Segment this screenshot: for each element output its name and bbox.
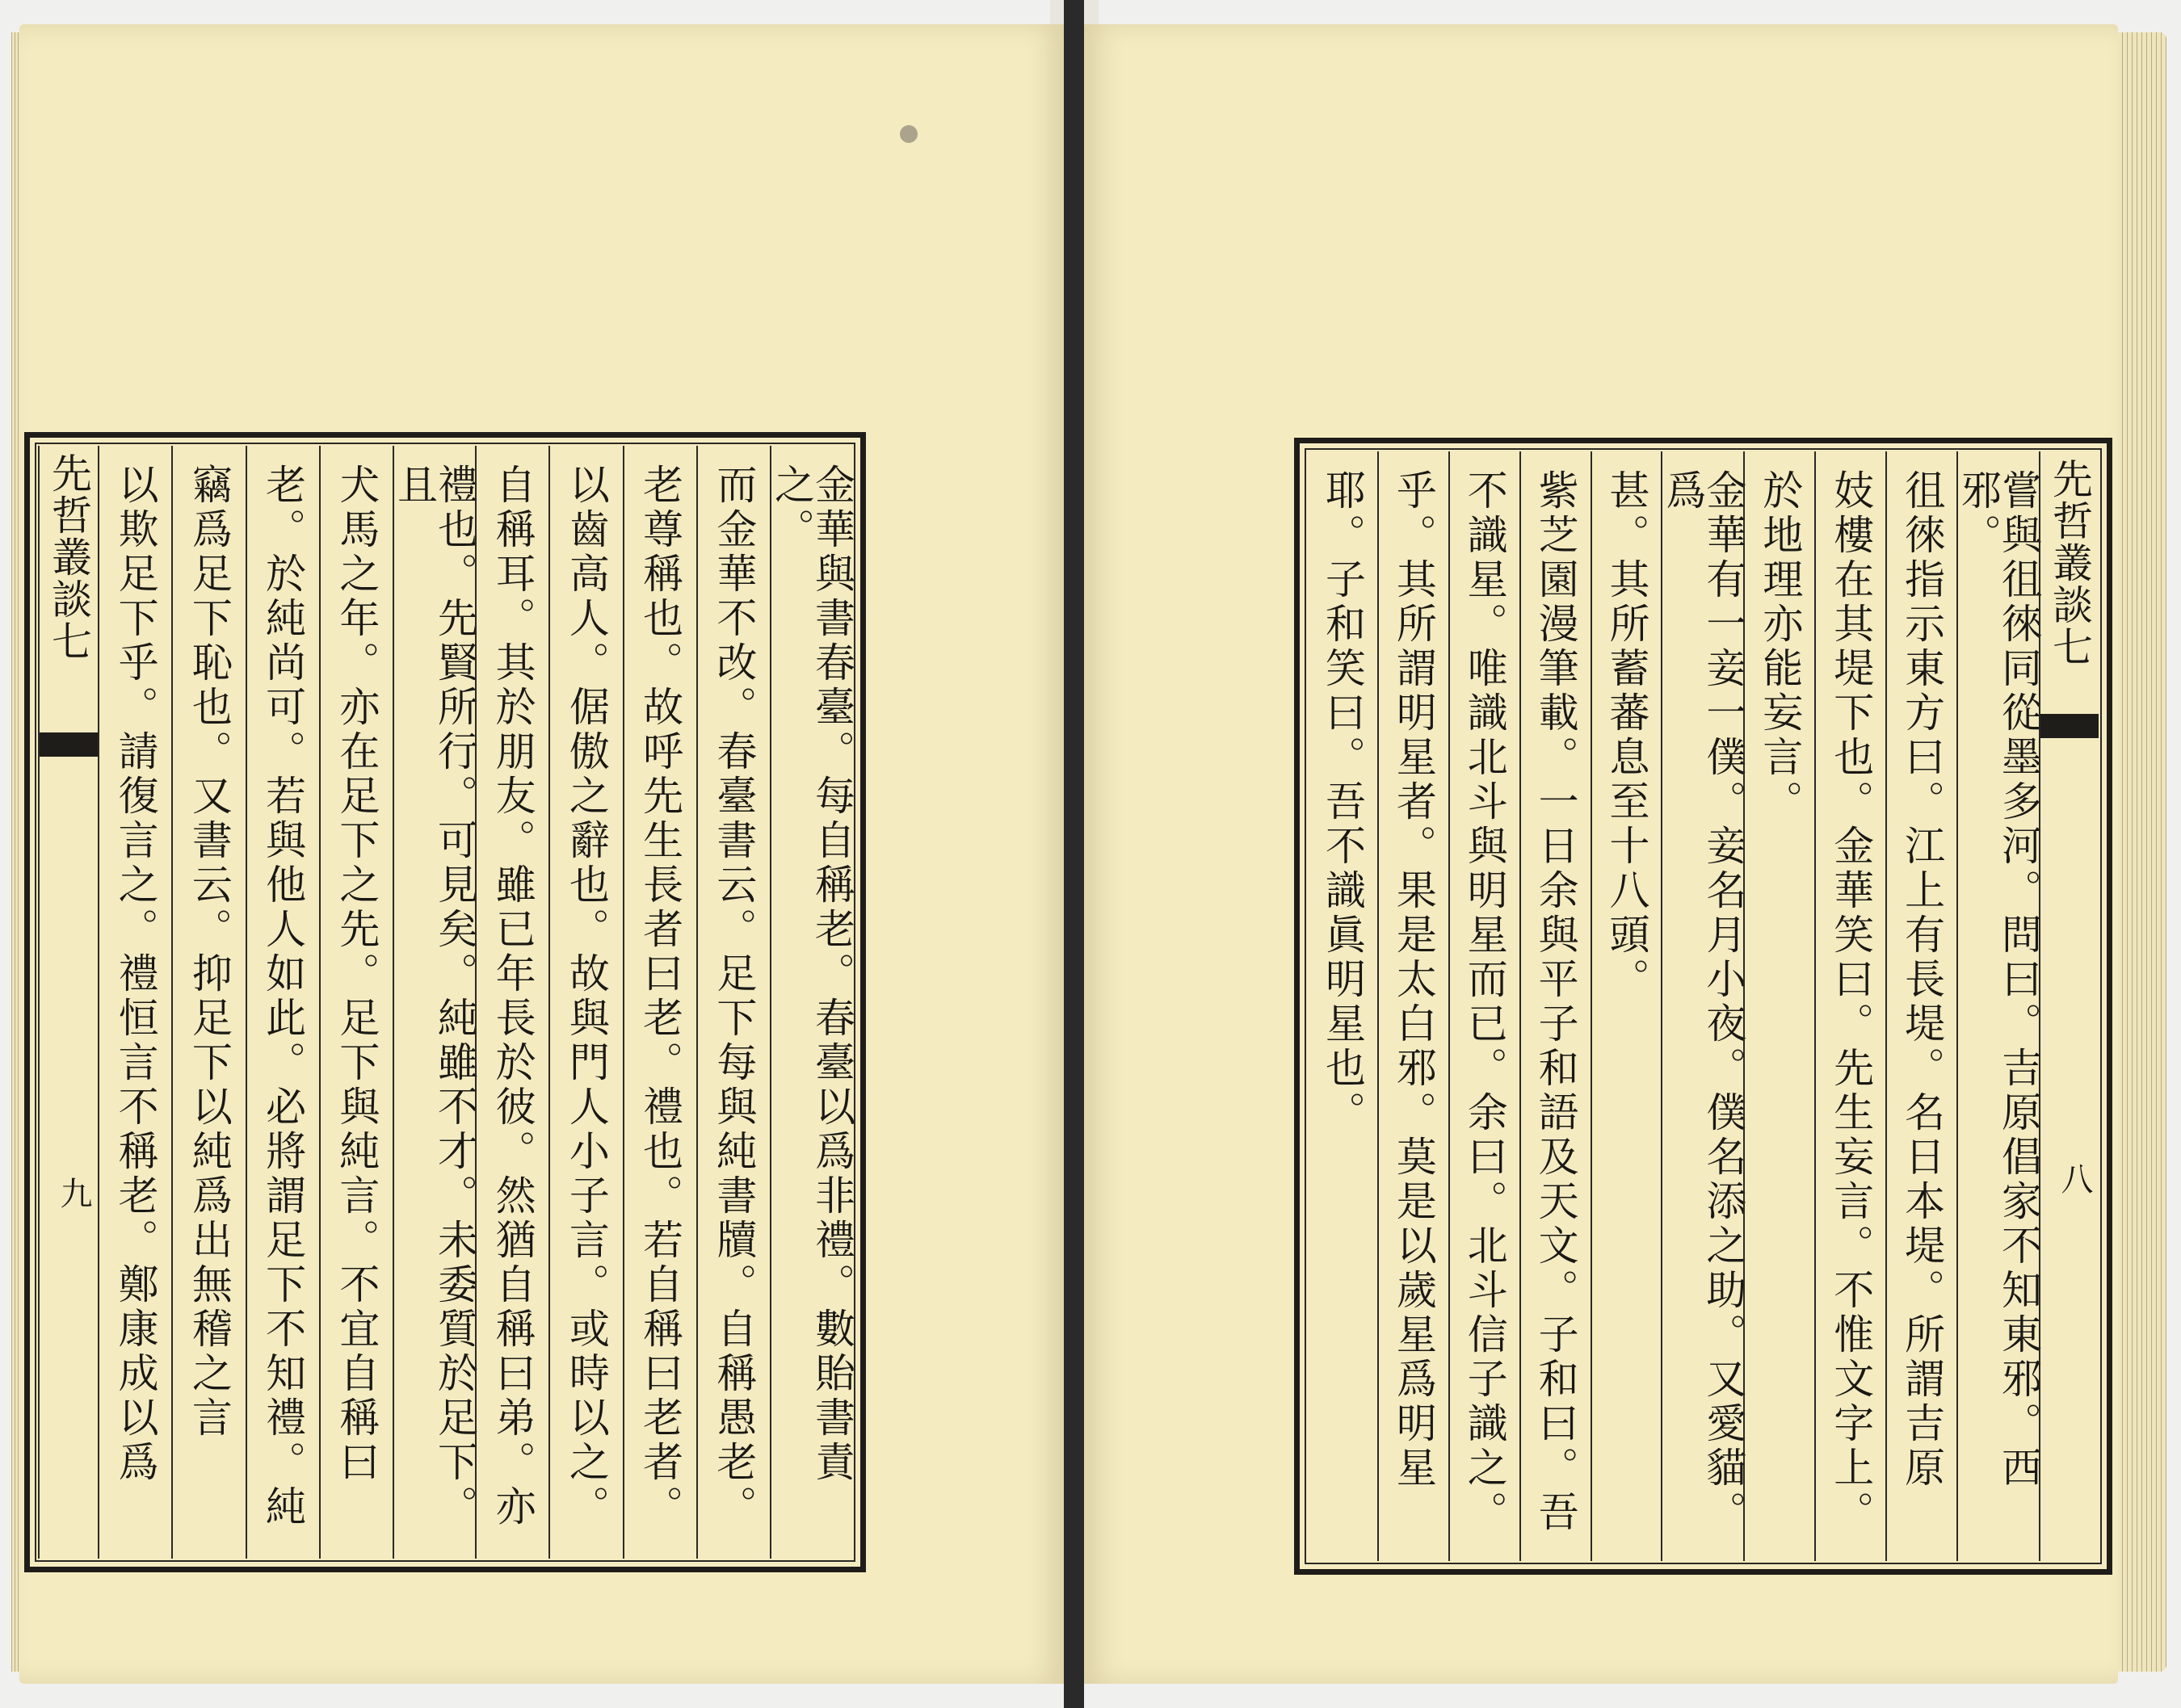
right-text-frame xyxy=(1294,438,2112,1575)
text-column: 而金華不改。春臺書云。足下每與純書牘。自稱愚老。 xyxy=(696,446,770,1559)
left-columns xyxy=(38,446,855,1559)
text-column: 甚。其所蓄蕃息至十八頭。 xyxy=(1591,451,1662,1561)
text-column: 老。於純尚可。若與他人如此。必將謂足下不知禮。純 xyxy=(246,446,319,1559)
folio-number: 九 xyxy=(55,1177,92,1211)
left-text-frame xyxy=(24,432,866,1572)
right-columns xyxy=(1308,451,2099,1561)
right-page-edges xyxy=(2118,32,2166,1672)
text-column: 紫芝園漫筆載。一日余與平子和語及天文。子和曰。吾 xyxy=(1519,451,1591,1561)
text-column: 乎。其所謂明星者。果是太白邪。莫是以歲星爲明星 xyxy=(1377,451,1448,1561)
text-column: 竊爲足下恥也。又書云。抑足下以純爲出無稽之言 xyxy=(171,446,245,1559)
spine-title-column xyxy=(2039,451,2099,1561)
text-column: 徂徠指示東方曰。江上有長堤。名日本堤。所謂吉原 xyxy=(1885,451,1956,1561)
spine-title-column xyxy=(38,446,98,1559)
text-column: 妓樓在其堤下也。金華笑曰。先生妄言。不惟文字上。 xyxy=(1814,451,1885,1561)
text-column: 不識星。唯識北斗與明星而已。余曰。北斗信子識之。 xyxy=(1448,451,1519,1561)
text-column: 老尊稱也。故呼先生長者曰老。禮也。若自稱曰老者。 xyxy=(623,446,696,1559)
fishtail-mark xyxy=(40,732,98,757)
text-column: 金華與書春臺。每自稱老。春臺以爲非禮。數貽書責之。 xyxy=(770,446,852,1559)
text-column: 犬馬之年。亦在足下之先。足下與純言。不宜自稱曰 xyxy=(319,446,393,1559)
text-column: 耶。子和笑曰。吾不識眞明星也。 xyxy=(1318,469,1366,1135)
ink-stain xyxy=(900,125,918,143)
text-column: 禮也。先賢所行。可見矣。純雖不才。未委質於足下。且 xyxy=(393,446,475,1559)
text-column: 以欺足下乎。請復言之。禮恒言不稱老。鄭康成以爲 xyxy=(98,446,171,1559)
folio-number: 八 xyxy=(2056,1162,2093,1196)
fishtail-mark xyxy=(2040,714,2099,738)
text-column: 以齒高人。倨傲之辭也。故與門人小子言。或時以之。 xyxy=(548,446,622,1559)
text-column: 金華有一妾一僕。妾名月小夜。僕名添之助。又愛貓。爲 xyxy=(1661,451,1743,1561)
book-spine-gutter xyxy=(1064,0,1084,1708)
spine-title: 先哲叢談七 xyxy=(45,452,92,662)
spine-title: 先哲叢談七 xyxy=(2046,458,2093,668)
text-column: 嘗與徂徠同從墨多河。問曰。吉原倡家不知東邪。西邪。 xyxy=(1956,451,2039,1561)
text-column: 自稱耳。其於朋友。雖已年長於彼。然猶自稱曰弟。亦 xyxy=(475,446,548,1559)
text-column: 於地理亦能妄言。 xyxy=(1743,451,1814,1561)
